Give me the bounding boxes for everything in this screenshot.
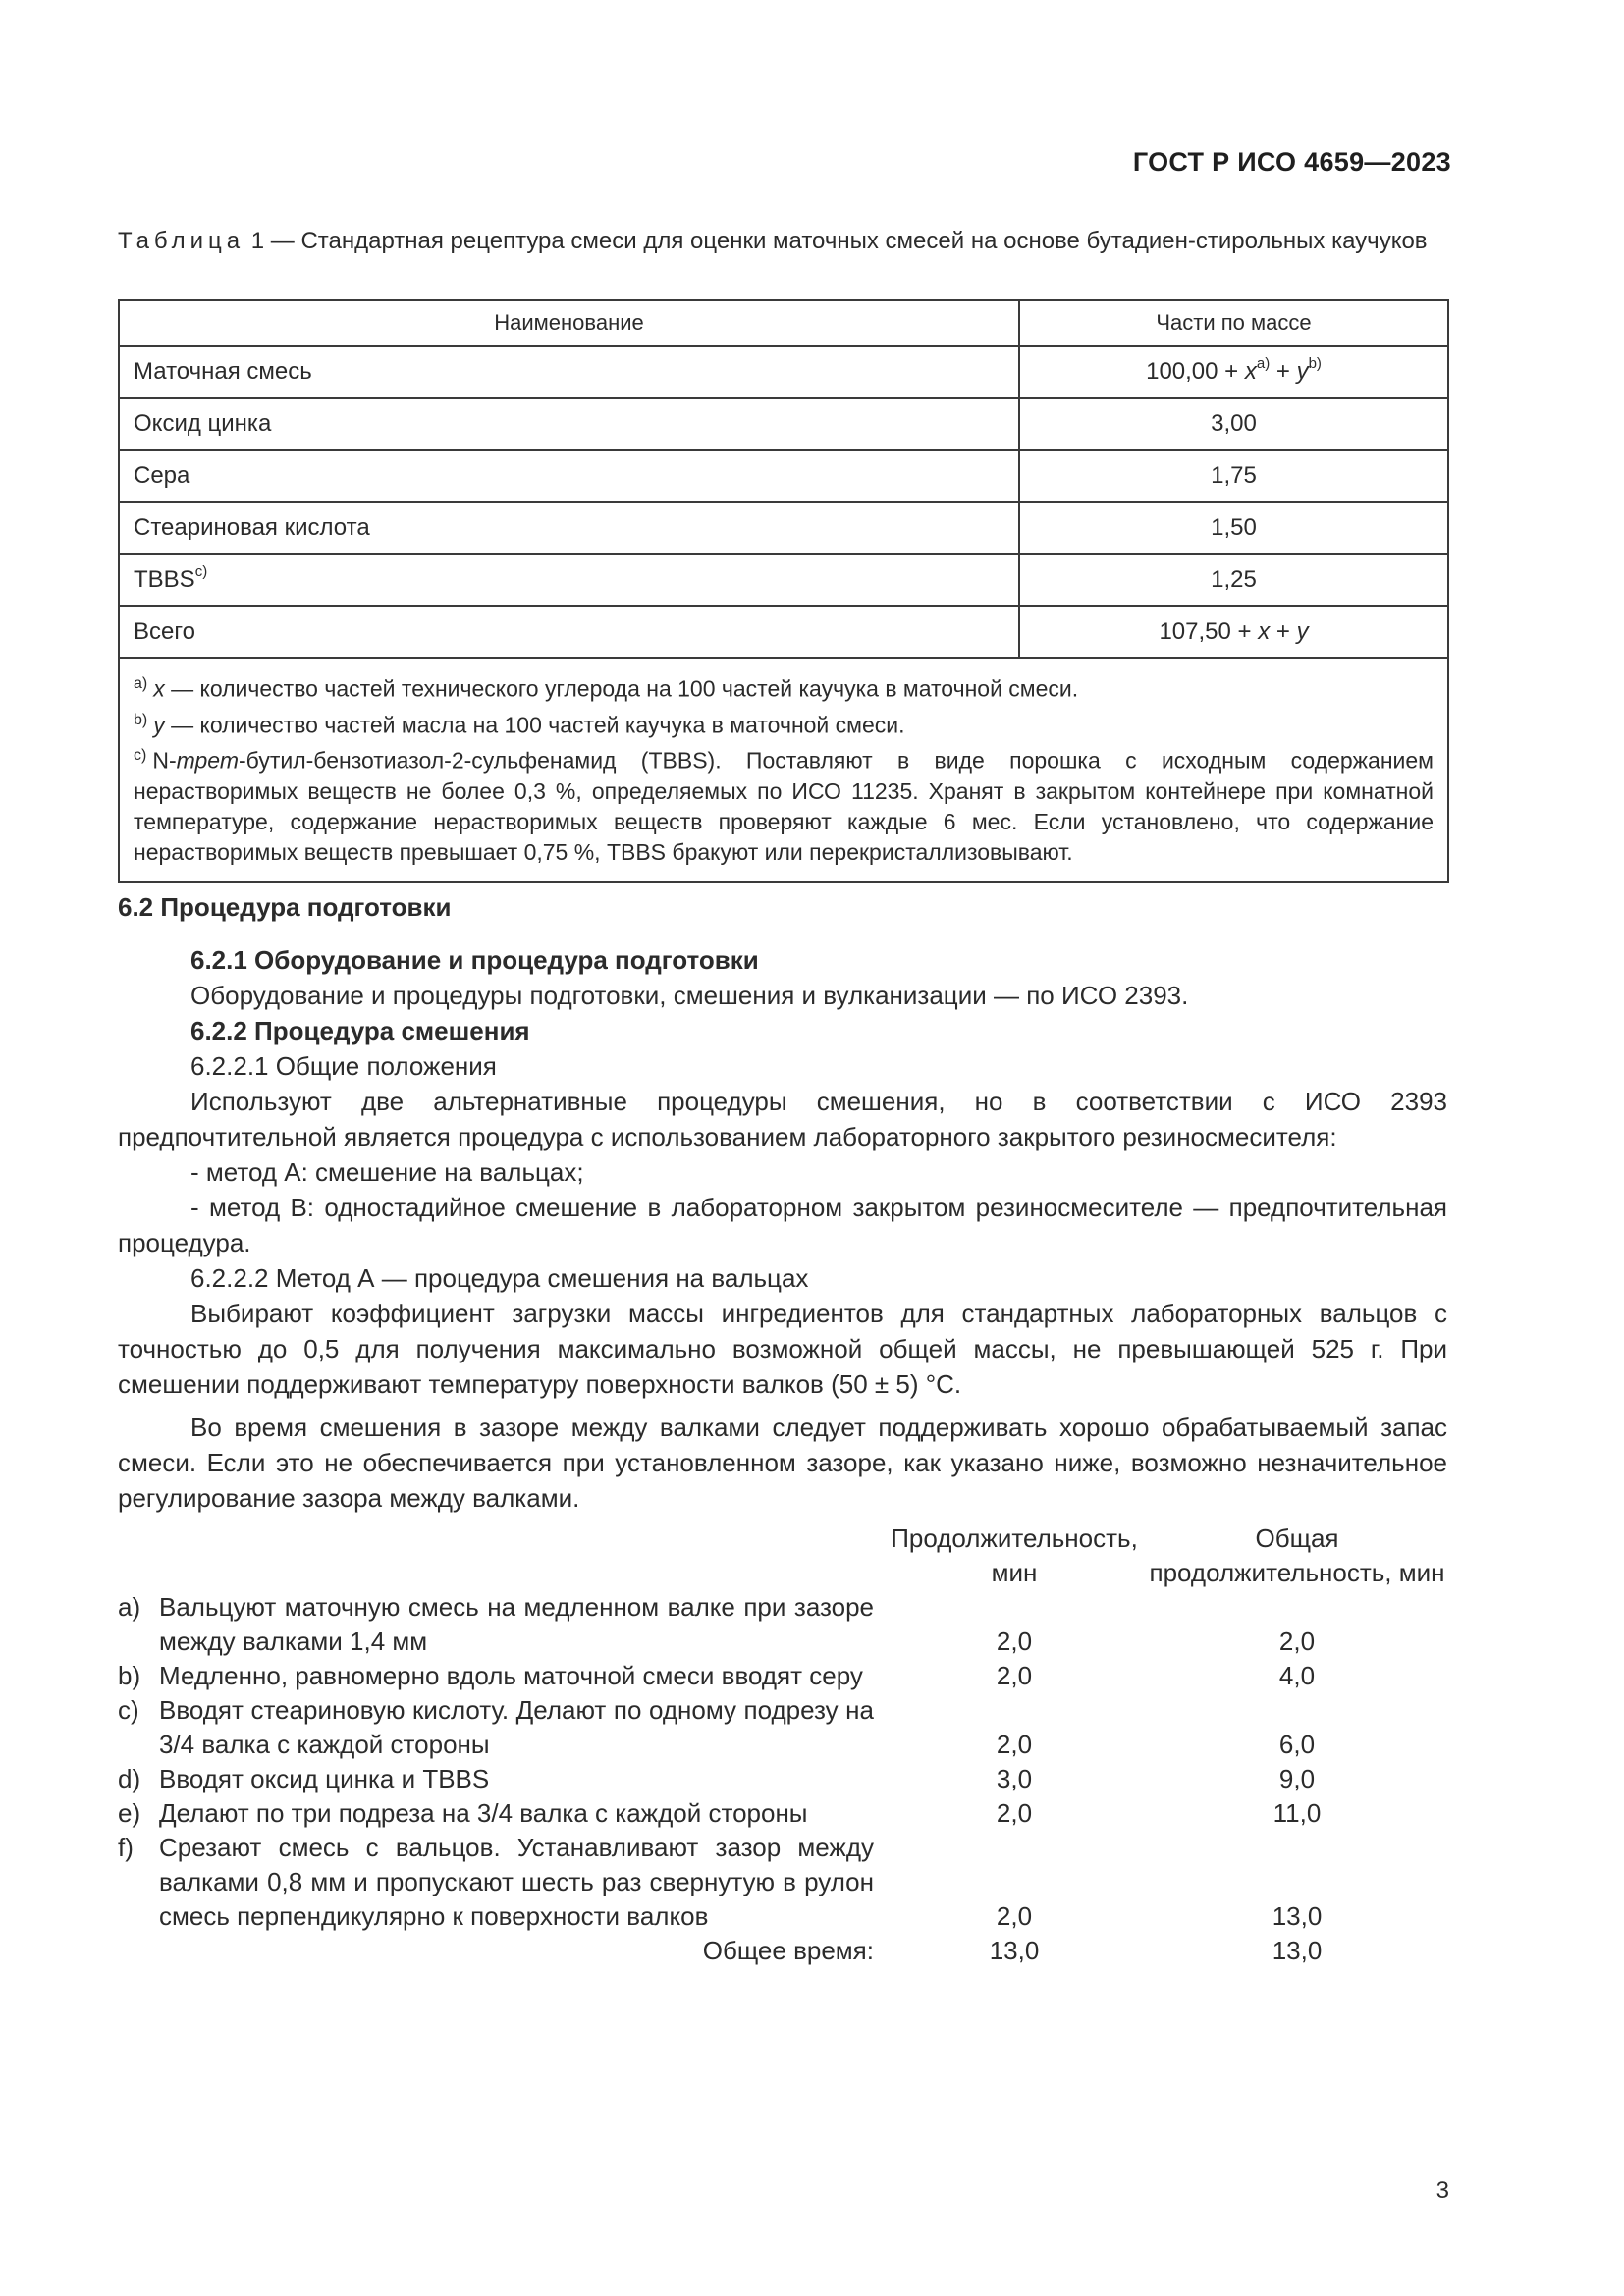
step-letter: d)	[118, 1764, 141, 1793]
steps-header-row	[118, 1522, 1447, 1590]
column-header-name: Наименование	[119, 300, 1019, 346]
step-text: Делают по три подреза на 3/4 валка с каждой стороны	[159, 1798, 808, 1828]
table-footnotes	[119, 658, 1448, 882]
ingredient-value: 1,50	[1019, 502, 1448, 554]
step-row	[118, 1659, 1447, 1693]
total-duration: 13,0	[989, 1936, 1040, 1965]
paragraph-6-2-2-2-b: Во время смешения в зазоре между валками следует поддерживать хорошо обрабатываемый запас смеси. Если это не обеспечивается при установленном зазоре, как указано ниже, возможно незначительное регулирование зазора между валками.	[118, 1413, 1447, 1513]
heading-6-2-2: 6.2.2 Процедура смешения	[190, 1016, 530, 1045]
total-time-label: Общее время:	[702, 1936, 874, 1965]
footnote-b: $^{b)}$ y — количество частей масла на 100 частей каучука в маточной смеси.	[134, 711, 905, 738]
method-a-item: - метод А: смешение на вальцах;	[190, 1157, 584, 1187]
ingredient-name: Маточная смесь	[119, 346, 1019, 398]
step-duration: 2,0	[996, 1901, 1033, 1931]
table-row-total	[119, 606, 1448, 658]
ingredient-value: 1,75	[1019, 450, 1448, 502]
paragraph-6-2-2-1: Используют две альтернативные процедуры смешения, но в соответствии с ИСО 2393 предпочтительной является процедура с использованием лабораторного закрытого резиносмесителя:	[118, 1087, 1447, 1151]
total-overall-duration: 13,0	[1272, 1936, 1323, 1965]
ingredient-value: 3,00	[1019, 398, 1448, 450]
ingredient-name: Сера	[119, 450, 1019, 502]
column-header-parts: Части по массе	[1019, 300, 1448, 346]
ingredient-value: $100,00 + x^{a)} + y^{b)}$	[1019, 346, 1448, 398]
step-letter: f)	[118, 1833, 134, 1862]
table-caption-prefix: Таблица	[118, 228, 245, 254]
step-text: Вальцуют маточную смесь на медленном валке при зазоре между валками 1,4 мм	[159, 1592, 874, 1656]
ingredient-value: 107,50 + x + y	[1019, 606, 1448, 658]
step-text: Срезают смесь с вальцов. Устанавливают зазор между валками 0,8 мм и пропускают шесть раз свернутую в рулон смесь перпендикулярно к поверхности валков	[159, 1833, 874, 1931]
footnote-c: $^{c)}$ N-трет-бутил-бензотиазол-2-сульфенамид (TBBS). Поставляют в виде порошка с исходным содержанием нерастворимых веществ не более 0,3 %, определяемых по ИСО 11235. Хранят в закрытом контейнере при комнатной температуре, содержание нерастворимых веществ проверяют каждые 6 мес. Если установлено, что содержание нерастворимых веществ превышает 0,75 %, TBBS бракуют или перекристаллизовывают.	[134, 747, 1434, 865]
table-row	[119, 398, 1448, 450]
table-caption-text: 1 — Стандартная рецептура смеси для оценки маточных смесей на основе бутадиен-стирольных каучуков	[250, 228, 1428, 254]
step-total: 9,0	[1278, 1764, 1316, 1793]
column-header-total-duration: Общая продолжительность, мин	[1149, 1523, 1445, 1587]
step-row	[118, 1796, 1447, 1831]
ingredient-value: 1,25	[1019, 554, 1448, 606]
ingredient-name: TBBS$^{c)}$	[119, 554, 1019, 606]
step-text: Медленно, равномерно вдоль маточной смеси вводят серу	[159, 1661, 863, 1690]
step-letter: a)	[118, 1592, 141, 1622]
footnote-ref: c)	[194, 562, 208, 580]
ingredient-name: Всего	[119, 606, 1019, 658]
step-total: 4,0	[1278, 1661, 1316, 1690]
table-row	[119, 450, 1448, 502]
step-letter: b)	[118, 1661, 141, 1690]
footnotes-cell	[119, 658, 1448, 882]
paragraph-6-2-2-2-a: Выбирают коэффициент загрузки массы ингредиентов для стандартных лабораторных вальцов с точностью до 0,5 для получения максимально возможной общей массы, не превышающей 525 г. При смешении поддерживают температуру поверхности валков (50 ± 5) °С.	[118, 1299, 1447, 1399]
formulation-table	[118, 299, 1449, 883]
table-row	[119, 502, 1448, 554]
step-row	[118, 1762, 1447, 1796]
paragraph-6-2-1: Оборудование и процедуры подготовки, смешения и вулканизации — по ИСО 2393.	[190, 981, 1189, 1010]
step-duration: 3,0	[996, 1764, 1033, 1793]
table-header-row	[119, 300, 1448, 346]
step-total: 13,0	[1272, 1901, 1323, 1931]
step-total: 11,0	[1272, 1798, 1322, 1828]
step-total: 6,0	[1278, 1730, 1316, 1759]
method-b-item: - метод В: одностадийное смешение в лабораторном закрытом резиносмесителе — предпочтительная процедура.	[118, 1193, 1447, 1257]
step-text: Вводят стеариновую кислоту. Делают по одному подрезу на 3/4 валка с каждой стороны	[159, 1695, 874, 1759]
step-total: 2,0	[1278, 1627, 1316, 1656]
step-row	[118, 1693, 1447, 1762]
step-duration: 2,0	[996, 1661, 1033, 1690]
step-duration: 2,0	[996, 1627, 1033, 1656]
column-header-duration: Продолжительность, мин	[891, 1523, 1138, 1587]
section-6-2-block	[118, 942, 1447, 1516]
table-caption	[118, 226, 1447, 257]
mixing-steps-table	[118, 1522, 1447, 1968]
step-letter: e)	[118, 1798, 141, 1828]
table-row	[119, 346, 1448, 398]
step-duration: 2,0	[996, 1798, 1033, 1828]
ingredient-name: Стеариновая кислота	[119, 502, 1019, 554]
step-row	[118, 1831, 1447, 1934]
heading-6-2-2-2: 6.2.2.2 Метод А — процедура смешения на вальцах	[190, 1263, 809, 1293]
heading-6-2-2-1: 6.2.2.1 Общие положения	[190, 1051, 497, 1081]
step-letter: c)	[118, 1695, 139, 1725]
step-row	[118, 1590, 1447, 1659]
table-row	[119, 554, 1448, 606]
footnote-a: $^{a)}$ x — количество частей технического углерода на 100 частей каучука в маточной смеси.	[134, 675, 1079, 702]
step-text: Вводят оксид цинка и TBBS	[159, 1764, 490, 1793]
heading-6-2: 6.2 Процедура подготовки	[118, 892, 452, 922]
step-duration: 2,0	[996, 1730, 1033, 1759]
heading-6-2-1: 6.2.1 Оборудование и процедура подготовки	[190, 945, 759, 975]
steps-total-row	[118, 1934, 1447, 1968]
ingredient-name: Оксид цинка	[119, 398, 1019, 450]
page-number: 3	[1435, 2177, 1449, 2204]
standard-designation: ГОСТ Р ИСО 4659—2023	[1132, 147, 1451, 177]
